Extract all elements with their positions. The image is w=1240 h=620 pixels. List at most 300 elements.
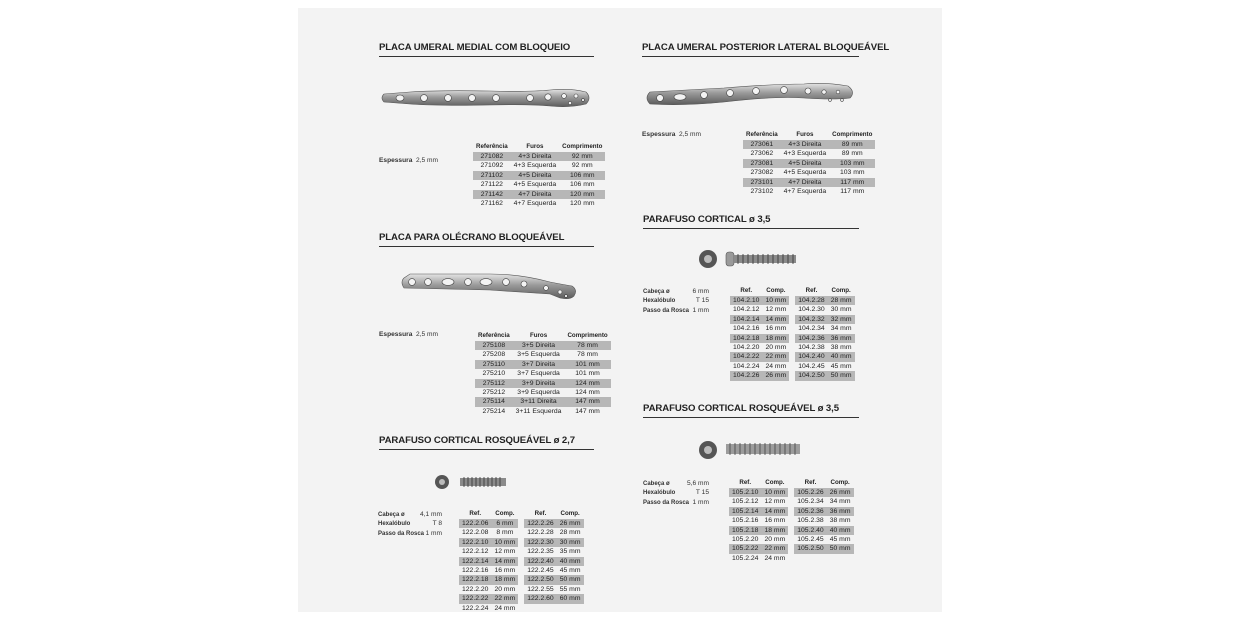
table-cell: 104.2.34 [798, 325, 825, 333]
medial-humeral-plate-image [380, 84, 592, 112]
table-cell: 105.2.45 [797, 536, 824, 544]
spec-label: Cabeça ø [378, 512, 405, 518]
table-row [729, 507, 854, 516]
table-cell: 103 mm [829, 159, 875, 168]
table-row [459, 519, 584, 528]
table-row [475, 360, 611, 369]
column-header: Furos [529, 332, 548, 339]
posterior-lateral-plate-table [743, 131, 875, 196]
table-header-row [475, 332, 611, 341]
table-row [475, 388, 611, 397]
table-cell: 122.2.28 [527, 529, 554, 537]
table-cell: 4+3 Direita [781, 140, 830, 149]
table-row [473, 171, 605, 180]
table-row [730, 334, 855, 343]
table-cell: 104.2.18 [730, 334, 762, 343]
spec-line [643, 488, 709, 497]
section-title: PARAFUSO CORTICAL ø 3,5 [643, 214, 771, 225]
table-cell: 28 mm [559, 529, 581, 537]
table-cell: 22 mm [762, 352, 789, 361]
table-row [473, 180, 605, 189]
table-cell [524, 604, 556, 613]
table-cell: 105.2.16 [732, 517, 759, 525]
olecranon-plate-image [400, 270, 576, 310]
section-medial-humeral-plate [379, 42, 594, 57]
table-cell: 92 mm [571, 162, 593, 170]
column-header: Ref. [804, 479, 817, 486]
table-cell: 78 mm [577, 351, 598, 359]
table-header-row [459, 510, 584, 519]
table-cell: 50 mm [557, 575, 584, 584]
spec-label: Passo da Rosca [643, 499, 690, 506]
table-cell: 273102 [750, 188, 774, 196]
table-cell: 3+11 Esquerda [515, 407, 562, 415]
table-cell: 117 mm [829, 178, 875, 187]
table-cell: 271082 [473, 152, 511, 161]
table-cell: 78 mm [564, 341, 610, 350]
screw-specs [378, 510, 442, 538]
posterior-lateral-plate-image [644, 80, 856, 112]
table-cell: 10 mm [491, 538, 518, 547]
table-cell: 55 mm [559, 585, 581, 593]
table-cell: 275112 [475, 379, 513, 388]
section-title: PARAFUSO CORTICAL ROSQUEÁVEL ø 3,5 [643, 403, 839, 414]
table-cell: 122.2.60 [524, 594, 556, 603]
spec-line [643, 479, 709, 488]
table-cell: 3+9 Direita [513, 379, 565, 388]
column-header: Furos [796, 131, 814, 138]
table-cell: 122.2.22 [459, 594, 491, 603]
table-cell: 271092 [480, 162, 504, 170]
table-row [473, 199, 605, 208]
spec-value: 4,1 mm [420, 511, 442, 518]
table-cell: 104.2.50 [795, 371, 827, 380]
table-cell: 89 mm [829, 140, 875, 149]
spec-line [643, 306, 709, 315]
table-cell: 36 mm [828, 334, 855, 343]
column-header: Referência [476, 143, 508, 150]
table-cell: 105.2.10 [729, 488, 761, 497]
column-header: Ref. [805, 287, 818, 294]
section-title: PLACA UMERAL POSTERIOR LATERAL BLOQUEÁVEL [642, 42, 890, 53]
table-cell: 16 mm [764, 517, 786, 525]
table-cell: 122.2.24 [462, 604, 489, 612]
table-cell: 24 mm [765, 362, 787, 370]
table-cell: 273101 [743, 178, 781, 187]
table-row [729, 554, 854, 563]
screw-specs [643, 287, 709, 315]
table-cell: 22 mm [491, 594, 518, 603]
spec-value: T 15 [695, 297, 709, 305]
table-cell: 147 mm [564, 397, 610, 406]
spec-value: 6 mm [692, 288, 709, 295]
table-cell: 105.2.18 [729, 526, 761, 535]
table-cell: 3+5 Esquerda [517, 351, 560, 359]
cortical-threaded-screw-35-table [729, 479, 854, 563]
table-row [730, 352, 855, 361]
table-row [730, 305, 855, 314]
column-header: Comprimento [832, 131, 873, 138]
table-cell: 6 mm [491, 519, 518, 528]
table-cell: 273061 [743, 140, 781, 149]
table-cell [827, 554, 854, 563]
table-cell: 271122 [480, 181, 503, 189]
screw-specs [643, 479, 709, 507]
table-header-row [729, 479, 854, 488]
thickness-spec: Espessura 2,5 mm [642, 131, 702, 138]
column-header: Comp. [830, 479, 850, 486]
table-cell: 4+5 Esquerda [783, 169, 827, 177]
table-row [730, 324, 855, 333]
spec-value: 1 mm [425, 529, 442, 537]
table-cell: 30 mm [830, 306, 852, 314]
table-cell: 60 mm [557, 594, 584, 603]
table-cell: 105.2.24 [732, 554, 759, 562]
section-title: PLACA PARA OLÉCRANO BLOQUEÁVEL [379, 232, 565, 243]
table-cell: 122.2.16 [462, 567, 489, 575]
cortical-screw-35-table [730, 287, 855, 381]
title-rule [379, 246, 594, 247]
table-cell: 20 mm [765, 344, 787, 352]
table-row [730, 371, 855, 380]
column-header: Comp. [560, 510, 580, 517]
table-row [459, 585, 584, 594]
table-cell: 271142 [473, 190, 511, 199]
title-rule [379, 449, 594, 450]
spec-value: 1 mm [692, 306, 709, 314]
column-header: Comp. [831, 287, 851, 294]
table-cell: 120 mm [559, 190, 605, 199]
spec-label: Cabeça ø [643, 289, 670, 295]
table-cell: 45 mm [830, 362, 852, 370]
spec-value: T 8 [432, 520, 442, 528]
table-cell: 92 mm [559, 152, 605, 161]
table-cell: 4+7 Esquerda [783, 188, 827, 196]
table-cell: 32 mm [828, 315, 855, 324]
table-cell: 271102 [473, 171, 511, 180]
table-row [729, 535, 854, 544]
column-header: Comp. [495, 510, 515, 517]
section-cortical-screw-35 [643, 214, 859, 229]
table-row [473, 190, 605, 199]
title-rule [379, 56, 594, 57]
table-cell: 105.2.20 [732, 536, 759, 544]
table-row [459, 538, 584, 547]
table-cell: 10 mm [761, 488, 788, 497]
column-header: Referência [478, 332, 510, 339]
table-cell: 273082 [750, 169, 774, 177]
table-cell [794, 554, 826, 563]
table-cell: 275210 [482, 370, 506, 378]
spec-label: Passo da Rosca [378, 530, 425, 537]
table-cell: 34 mm [829, 498, 851, 506]
table-cell: 104.2.12 [733, 306, 760, 314]
table-cell: 105.2.50 [794, 544, 826, 553]
table-cell: 20 mm [494, 585, 516, 593]
table-cell: 105.2.26 [794, 488, 826, 497]
table-cell: 30 mm [557, 538, 584, 547]
table-cell: 14 mm [762, 315, 789, 324]
table-cell: 104.2.14 [730, 315, 762, 324]
table-row [729, 516, 854, 525]
table-cell: 40 mm [557, 557, 584, 566]
table-cell: 14 mm [761, 507, 788, 516]
table-cell: 40 mm [828, 352, 855, 361]
table-row [743, 159, 875, 168]
table-cell: 106 mm [559, 171, 605, 180]
section-cortical-threaded-screw-35 [643, 403, 859, 418]
table-row [743, 149, 875, 158]
spec-line [643, 498, 709, 507]
table-cell: 4+3 Direita [511, 152, 560, 161]
table-cell: 122.2.20 [462, 585, 489, 593]
table-row [459, 547, 584, 556]
table-cell: 122.2.08 [462, 529, 489, 537]
table-row [459, 528, 584, 537]
table-cell: 104.2.45 [798, 362, 825, 370]
table-cell: 275108 [475, 341, 513, 350]
column-header: Ref. [739, 479, 752, 486]
table-cell: 45 mm [829, 536, 851, 544]
table-cell: 273081 [743, 159, 781, 168]
table-row [475, 397, 611, 406]
table-cell: 26 mm [762, 371, 789, 380]
table-row [473, 161, 605, 170]
table-cell: 106 mm [570, 181, 595, 189]
column-header: Ref. [534, 510, 547, 517]
table-cell: 16 mm [494, 567, 516, 575]
table-row [729, 497, 854, 506]
table-cell: 12 mm [765, 306, 787, 314]
spec-line [643, 287, 709, 296]
table-cell: 105.2.40 [794, 526, 826, 535]
table-cell: 50 mm [828, 371, 855, 380]
table-cell: 122.2.18 [459, 575, 491, 584]
spec-line [378, 519, 442, 528]
table-cell: 122.2.06 [459, 519, 491, 528]
table-row [459, 594, 584, 603]
table-cell: 18 mm [762, 334, 789, 343]
table-cell: 120 mm [570, 200, 595, 208]
table-cell: 275114 [475, 397, 513, 406]
title-rule [643, 228, 859, 229]
spec-label: Hexalóbulo [643, 490, 676, 497]
spec-line [378, 529, 442, 538]
table-cell: 124 mm [564, 379, 610, 388]
spec-value: 1 mm [692, 498, 709, 506]
table-cell: 4+7 Direita [511, 190, 560, 199]
table-cell: 104.2.22 [730, 352, 762, 361]
table-cell: 122.2.45 [527, 567, 554, 575]
table-cell: 24 mm [764, 554, 786, 562]
table-cell: 16 mm [765, 325, 787, 333]
table-header-row [473, 143, 605, 152]
table-cell: 4+7 Esquerda [513, 200, 557, 208]
table-cell: 275110 [475, 360, 513, 369]
table-cell: 122.2.30 [524, 538, 556, 547]
table-cell: 104.2.28 [795, 296, 827, 305]
medial-humeral-plate-table [473, 143, 605, 208]
table-cell: 45 mm [559, 567, 581, 575]
table-cell: 89 mm [841, 150, 863, 158]
table-cell: 4+3 Esquerda [783, 150, 827, 158]
thickness-spec: Espessura 2,5 mm [379, 331, 439, 338]
spec-value: T 15 [695, 489, 709, 497]
table-cell: 4+7 Direita [781, 178, 830, 187]
table-cell: 18 mm [761, 526, 788, 535]
column-header: Referência [746, 131, 778, 138]
table-cell: 271162 [480, 200, 503, 208]
table-cell: 34 mm [830, 325, 852, 333]
table-cell: 4+5 Esquerda [513, 181, 557, 189]
table-cell: 4+3 Esquerda [513, 162, 557, 170]
table-row [729, 526, 854, 535]
table-cell: 26 mm [827, 488, 854, 497]
spec-line [378, 510, 442, 519]
section-posterior-lateral-humeral-plate [642, 42, 890, 57]
table-cell: 36 mm [827, 507, 854, 516]
cortical-screw-27-image [434, 473, 510, 491]
table-cell: 35 mm [559, 548, 581, 556]
table-cell: 14 mm [491, 557, 518, 566]
spec-value: 5,6 mm [687, 480, 709, 487]
table-row [459, 557, 584, 566]
table-row [743, 140, 875, 149]
table-cell: 8 mm [496, 529, 514, 537]
table-cell: 24 mm [494, 604, 516, 612]
table-cell: 104.2.20 [733, 344, 760, 352]
table-row [475, 369, 611, 378]
table-cell: 40 mm [827, 526, 854, 535]
spec-label: Hexalóbulo [378, 521, 411, 528]
table-cell: 3+7 Esquerda [517, 370, 560, 378]
cortical-screw-27-table [459, 510, 584, 613]
table-cell: 12 mm [494, 548, 516, 556]
cortical-threaded-screw-35-image [698, 440, 804, 460]
table-cell: 104.2.30 [798, 306, 825, 314]
table-cell: 104.2.32 [795, 315, 827, 324]
table-cell: 122.2.40 [524, 557, 556, 566]
table-row [743, 178, 875, 187]
table-row [475, 379, 611, 388]
table-cell: 104.2.40 [795, 352, 827, 361]
thickness-spec: Espessura 2,5 mm [379, 157, 439, 164]
spec-label: Passo da Rosca [643, 307, 690, 314]
table-cell: 124 mm [575, 389, 600, 397]
spec-label: Cabeça ø [643, 481, 670, 487]
table-row [743, 187, 875, 196]
table-cell: 103 mm [840, 169, 865, 177]
table-cell: 104.2.16 [733, 325, 760, 333]
table-cell: 18 mm [491, 575, 518, 584]
table-row [475, 341, 611, 350]
table-cell: 122.2.55 [527, 585, 554, 593]
table-cell: 147 mm [575, 407, 600, 415]
table-row [459, 604, 584, 613]
table-cell: 20 mm [764, 536, 786, 544]
table-cell: 122.2.14 [459, 557, 491, 566]
table-cell: 22 mm [761, 544, 788, 553]
table-row [459, 575, 584, 584]
table-row [729, 488, 854, 497]
table-row [730, 296, 855, 305]
table-cell: 10 mm [762, 296, 789, 305]
table-row [730, 362, 855, 371]
table-row [459, 566, 584, 575]
table-row [475, 407, 611, 416]
table-row [743, 168, 875, 177]
table-cell: 101 mm [564, 360, 610, 369]
table-cell: 104.2.24 [733, 362, 760, 370]
table-cell: 3+9 Esquerda [517, 389, 560, 397]
column-header: Comprimento [567, 332, 608, 339]
table-cell: 104.2.10 [730, 296, 762, 305]
table-cell: 275212 [482, 389, 506, 397]
section-olecranon-plate [379, 232, 594, 247]
column-header: Ref. [740, 287, 753, 294]
section-title: PARAFUSO CORTICAL ROSQUEÁVEL ø 2,7 [379, 435, 575, 446]
table-row [729, 544, 854, 553]
table-cell: 122.2.50 [524, 575, 556, 584]
spec-label: Hexalóbulo [643, 298, 676, 305]
column-header: Comprimento [562, 143, 603, 150]
table-cell: 3+11 Direita [513, 397, 565, 406]
table-cell: 122.2.10 [459, 538, 491, 547]
table-header-row [730, 287, 855, 296]
table-cell: 50 mm [827, 544, 854, 553]
title-rule [643, 417, 859, 418]
table-cell: 38 mm [830, 344, 852, 352]
catalog-page [298, 8, 942, 612]
table-row [730, 315, 855, 324]
column-header: Comp. [765, 479, 785, 486]
table-cell: 105.2.14 [729, 507, 761, 516]
table-cell: 122.2.26 [524, 519, 556, 528]
section-cortical-screw-27 [379, 435, 594, 450]
table-cell: 101 mm [575, 370, 600, 378]
table-cell: 117 mm [840, 188, 865, 196]
column-header: Furos [526, 143, 544, 150]
table-cell: 3+7 Direita [513, 360, 565, 369]
table-cell: 275208 [482, 351, 506, 359]
table-row [730, 343, 855, 352]
olecranon-plate-table [475, 332, 611, 416]
section-title: PLACA UMERAL MEDIAL COM BLOQUEIO [379, 42, 571, 53]
table-cell: 105.2.34 [797, 498, 824, 506]
table-cell: 105.2.36 [794, 507, 826, 516]
table-cell [557, 604, 584, 613]
spec-line [643, 296, 709, 305]
table-cell: 104.2.26 [730, 371, 762, 380]
table-cell: 105.2.22 [729, 544, 761, 553]
table-cell: 4+5 Direita [781, 159, 830, 168]
table-cell: 275214 [482, 407, 506, 415]
table-cell: 105.2.12 [732, 498, 759, 506]
table-cell: 3+5 Direita [513, 341, 565, 350]
title-rule [642, 56, 859, 57]
column-header: Ref. [469, 510, 482, 517]
table-row [475, 350, 611, 359]
table-cell: 122.2.35 [527, 548, 554, 556]
table-cell: 104.2.36 [795, 334, 827, 343]
table-cell: 104.2.38 [798, 344, 825, 352]
table-cell: 12 mm [764, 498, 786, 506]
table-cell: 105.2.38 [797, 517, 824, 525]
table-cell: 28 mm [828, 296, 855, 305]
table-row [473, 152, 605, 161]
cortical-screw-35-image [698, 249, 800, 269]
table-cell: 38 mm [829, 517, 851, 525]
